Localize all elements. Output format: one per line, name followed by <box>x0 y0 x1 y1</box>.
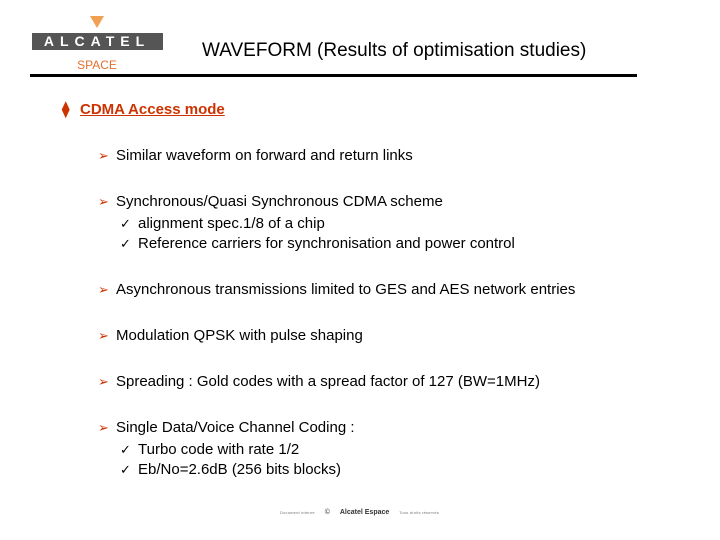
bullet-text: Similar waveform on forward and return links <box>116 147 413 164</box>
section-label: CDMA Access mode <box>80 101 225 118</box>
bullet-item <box>98 192 575 254</box>
check-icon: ✓ <box>120 442 131 457</box>
arrow-bullet-icon: ➢ <box>98 420 109 435</box>
copyright-symbol: © <box>324 509 330 516</box>
check-icon: ✓ <box>120 462 131 477</box>
alcatel-logo-graphic <box>30 14 165 74</box>
sub-item <box>120 440 575 460</box>
title-divider <box>30 74 637 77</box>
arrow-bullet-icon: ➢ <box>98 282 109 297</box>
sub-text: alignment spec.1/8 of a chip <box>138 215 325 232</box>
bullet-item <box>98 372 575 392</box>
bullet-item <box>98 418 575 480</box>
logo-wordmark: ALCATEL <box>43 33 151 49</box>
bullet-text: Asynchronous transmissions limited to GES and AES network entries <box>116 281 576 298</box>
arrow-bullet-icon: ➢ <box>98 374 109 389</box>
footer-brand: Alcatel Espace <box>339 509 390 516</box>
check-icon: ✓ <box>120 236 131 251</box>
bullet-text: Spreading : Gold codes with a spread factor of 127 (BW=1MHz) <box>116 373 540 390</box>
sub-item <box>120 214 575 234</box>
diamond-bullet-icon: ⧫ <box>62 101 70 118</box>
sub-item <box>120 460 575 480</box>
bullet-item <box>98 326 575 346</box>
arrow-bullet-icon: ➢ <box>98 194 109 209</box>
sub-text: Turbo code with rate 1/2 <box>138 441 300 458</box>
sub-item <box>120 234 575 254</box>
alcatel-space-logo <box>30 14 165 74</box>
bullet-item <box>98 146 575 166</box>
sub-text: Eb/No=2.6dB (256 bits blocks) <box>138 461 342 478</box>
bullet-text: Modulation QPSK with pulse shaping <box>116 327 363 344</box>
sub-text: Reference carriers for synchronisation and power control <box>138 235 515 252</box>
arrow-bullet-icon: ➢ <box>98 328 109 343</box>
footer-right: Tous droits réservés <box>399 510 440 515</box>
footer-left: Document interne <box>280 510 315 515</box>
slide-title: WAVEFORM (Results of optimisation studies) <box>202 40 587 61</box>
sub-list <box>98 440 575 480</box>
section-heading <box>62 100 225 118</box>
bullet-text: Single Data/Voice Channel Coding : <box>116 419 355 436</box>
footer <box>280 509 439 516</box>
sub-list <box>98 214 575 254</box>
logo-division: SPACE <box>77 58 117 72</box>
bullet-list <box>98 146 575 506</box>
bullet-text: Synchronous/Quasi Synchronous CDMA scheme <box>116 193 443 210</box>
arrow-bullet-icon: ➢ <box>98 148 109 163</box>
check-icon: ✓ <box>120 216 131 231</box>
bullet-item <box>98 280 575 300</box>
